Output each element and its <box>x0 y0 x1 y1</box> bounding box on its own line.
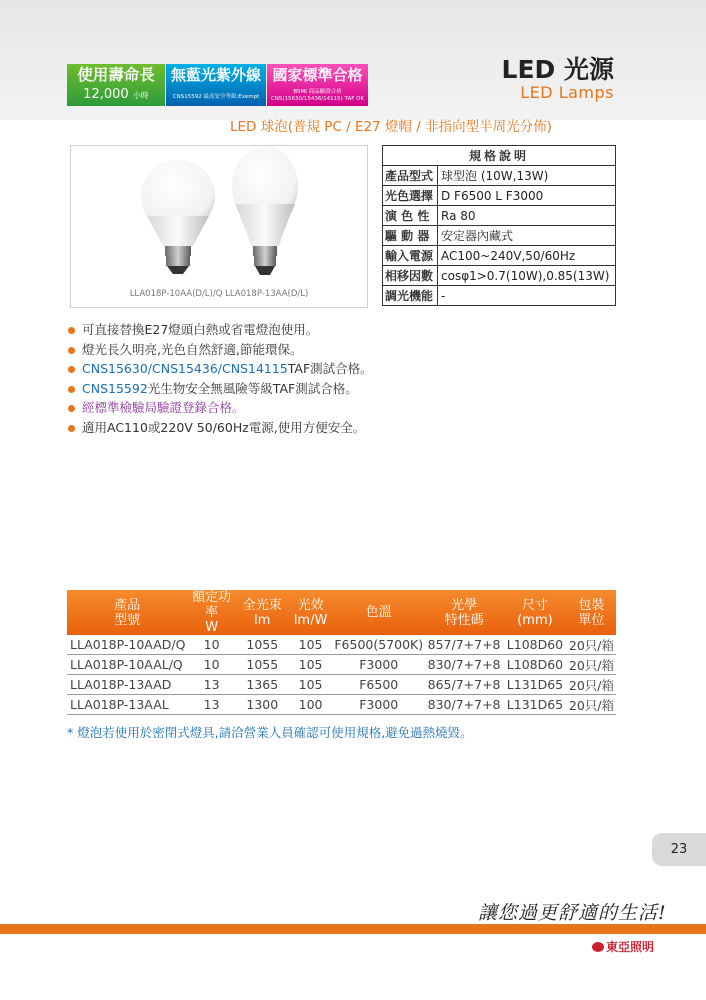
brand-icon <box>592 942 604 952</box>
spec-value: 安定器內藏式 <box>438 226 616 246</box>
footer-slogan: 讓您過更舒適的生活! <box>478 902 667 924</box>
uv-title: 無藍光紫外線 <box>170 66 261 84</box>
uv-note: CNS15592 最高安全等級:Exempt <box>172 94 260 100</box>
table-row: LLA018P-13AAD 13 1365 105 F6500 865/7+7+8 L131D65 20只/箱 <box>67 675 616 695</box>
lifespan-title: 使用壽命長 <box>77 66 155 84</box>
col-header: 產品 型號 <box>114 597 141 628</box>
list-item: 可直接替換E27燈頭白熱或省電燈泡使用。 <box>68 320 373 340</box>
page-number: 23 <box>652 833 706 866</box>
list-item: 適用AC110或220V 50/60Hz電源,使用方便安全。 <box>68 418 373 438</box>
page-subtitle: LED Lamps <box>520 83 614 102</box>
spec-key: 光色選擇 <box>383 186 438 206</box>
spec-row <box>383 266 616 286</box>
bulb-illustration <box>71 146 367 286</box>
spec-value: cosφ1>0.7(10W),0.85(13W) <box>438 266 616 286</box>
product-photo <box>70 145 368 308</box>
lifespan-badge <box>67 64 165 106</box>
bullet-icon <box>68 347 75 354</box>
list-item: 燈光長久明亮,光色自然舒適,節能環保。 <box>68 340 373 360</box>
table-row: LLA018P-10AAL/Q 10 1055 105 F3000 830/7+7+8 L108D60 20只/箱 <box>67 655 616 675</box>
col-header: 全光束 lm <box>242 597 282 628</box>
spec-key: 演 色 性 <box>383 206 438 226</box>
bullet-icon <box>68 386 75 393</box>
spec-value: 球型泡 (10W,13W) <box>438 166 616 186</box>
bullet-icon <box>68 327 75 334</box>
spec-row <box>383 186 616 206</box>
spec-header: 規格說明 <box>383 146 616 166</box>
spec-key: 調光機能 <box>383 286 438 306</box>
table-row: LLA018P-10AAD/Q 10 1055 105 F6500(5700K) 857/7+7+8 L108D60 20只/箱 <box>67 635 616 655</box>
bulb-13w <box>232 146 298 275</box>
footer-band <box>0 924 706 934</box>
list-item: CNS15592光生物安全無風險等級TAF測試合格。 <box>68 379 373 399</box>
col-header: 色溫 <box>365 605 392 620</box>
spec-row <box>383 286 616 306</box>
standard-badge <box>267 64 368 106</box>
brand-logo: 東亞照明 <box>592 938 654 955</box>
standard-note-1: BSMI 商品驗證合格 <box>293 89 342 95</box>
usage-note: * 燈泡若使用於密閉式燈具,請洽營業人員確認可使用規格,避免過熱燒毀。 <box>67 725 473 740</box>
spec-value: D F6500 L F3000 <box>438 186 616 206</box>
lifespan-value: 12,000 <box>83 87 129 102</box>
product-table <box>67 590 616 715</box>
spec-value: Ra 80 <box>438 206 616 226</box>
table-header-row <box>67 590 616 635</box>
product-heading: LED 球泡(普規 PC / E27 燈帽 / 非指向型半周光分佈) <box>230 119 552 135</box>
standard-note-2: CNS(15630/15436/14115) TAF OK <box>270 96 365 102</box>
spec-value: AC100~240V,50/60Hz <box>438 246 616 266</box>
spec-key: 輸入電源 <box>383 246 438 266</box>
col-header: 尺寸 (mm) <box>517 597 553 628</box>
spec-row <box>383 166 616 186</box>
photo-caption: LLA018P-10AA(D/L)/Q LLA018P-13AA(D/L) <box>129 289 309 299</box>
bullet-icon <box>68 366 75 373</box>
spec-row <box>383 246 616 266</box>
col-header: 光效 lm/W <box>293 597 328 628</box>
table-row: LLA018P-13AAL 13 1300 100 F3000 830/7+7+8 L131D65 20只/箱 <box>67 695 616 715</box>
feature-list <box>68 320 373 438</box>
spec-key: 相移因數 <box>383 266 438 286</box>
spec-key: 產品型式 <box>383 166 438 186</box>
spec-key: 驅 動 器 <box>383 226 438 246</box>
bulb-10w <box>141 160 215 274</box>
standard-title: 國家標準合格 <box>272 66 363 84</box>
lifespan-unit: 小時 <box>132 91 149 100</box>
spec-row <box>383 206 616 226</box>
spec-row <box>383 226 616 246</box>
uv-badge <box>166 64 266 106</box>
page-title: LED 光源 <box>501 55 614 84</box>
col-header: 光學 特性碼 <box>444 597 484 628</box>
bullet-icon <box>68 425 75 432</box>
list-item: 經標準檢驗局驗證登錄合格。 <box>68 398 373 418</box>
col-header: 包裝 單位 <box>578 597 605 628</box>
bullet-icon <box>68 405 75 412</box>
spec-value: - <box>438 286 616 306</box>
list-item: CNS15630/CNS15436/CNS14115TAF測試合格。 <box>68 359 373 379</box>
col-header: 額定功率 W <box>192 590 232 635</box>
spec-table <box>382 145 616 306</box>
